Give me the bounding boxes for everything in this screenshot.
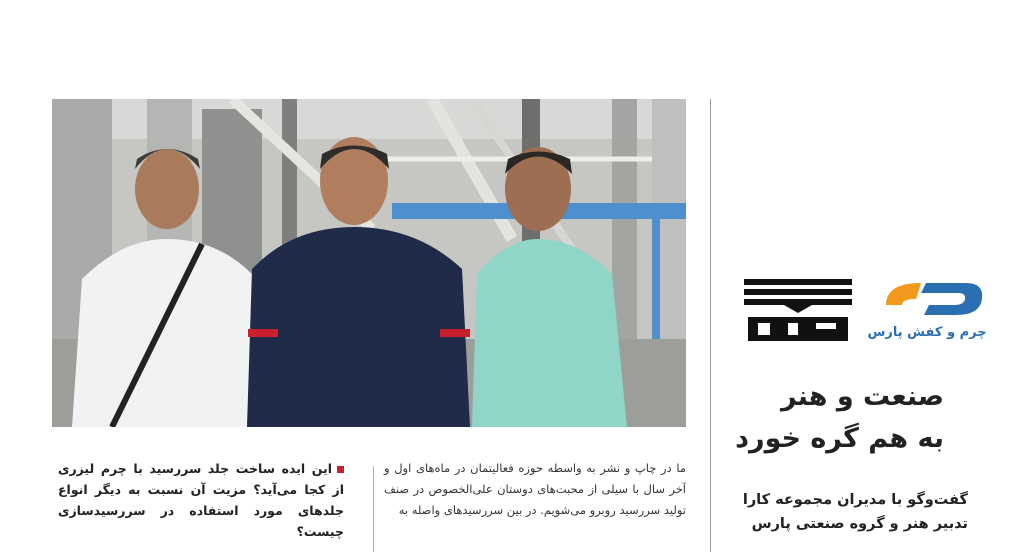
article-title	[704, 376, 944, 460]
article-photo	[52, 99, 686, 427]
body-column-divider	[373, 466, 374, 552]
parsleather-logo	[866, 275, 988, 347]
subtitle-line-2: تدبیر هنر و گروه صنعتی پارس	[751, 516, 968, 532]
interview-question	[58, 458, 344, 542]
photo-illustration	[52, 99, 686, 427]
body-text-column: ما در چاپ و نشر به واسطه حوزه فعالیتمان در ماه‌های اول و آخر سال با سیلی از محبت‌های دوستان علی‌الخصوص در صنف تولید سررسید روبرو می‌شویم. در بین سررسیدهای واصله به	[384, 461, 686, 517]
parsleather-logo-mark	[866, 275, 988, 325]
subtitle-line-1: گفت‌وگو با مدیران مجموعه کارا	[742, 492, 968, 508]
parsleather-logo-text: چرم و کفش پارس	[867, 325, 987, 340]
damun-logo	[744, 275, 852, 347]
damun-logo-mark	[744, 275, 852, 347]
title-line-2: به هم گره خورد	[735, 423, 944, 454]
title-line-1: صنعت و هنر	[780, 381, 944, 412]
article-subtitle	[718, 488, 968, 536]
question-marker-icon	[337, 466, 344, 473]
column-divider	[710, 99, 711, 552]
question-text: این ایده ساخت جلد سررسید با چرم لیزری از کجا می‌آید؟ مزیت آن نسبت به دیگر انواع جلدهای مورد استفاده در سررسیدسازی چیست؟	[58, 461, 344, 539]
